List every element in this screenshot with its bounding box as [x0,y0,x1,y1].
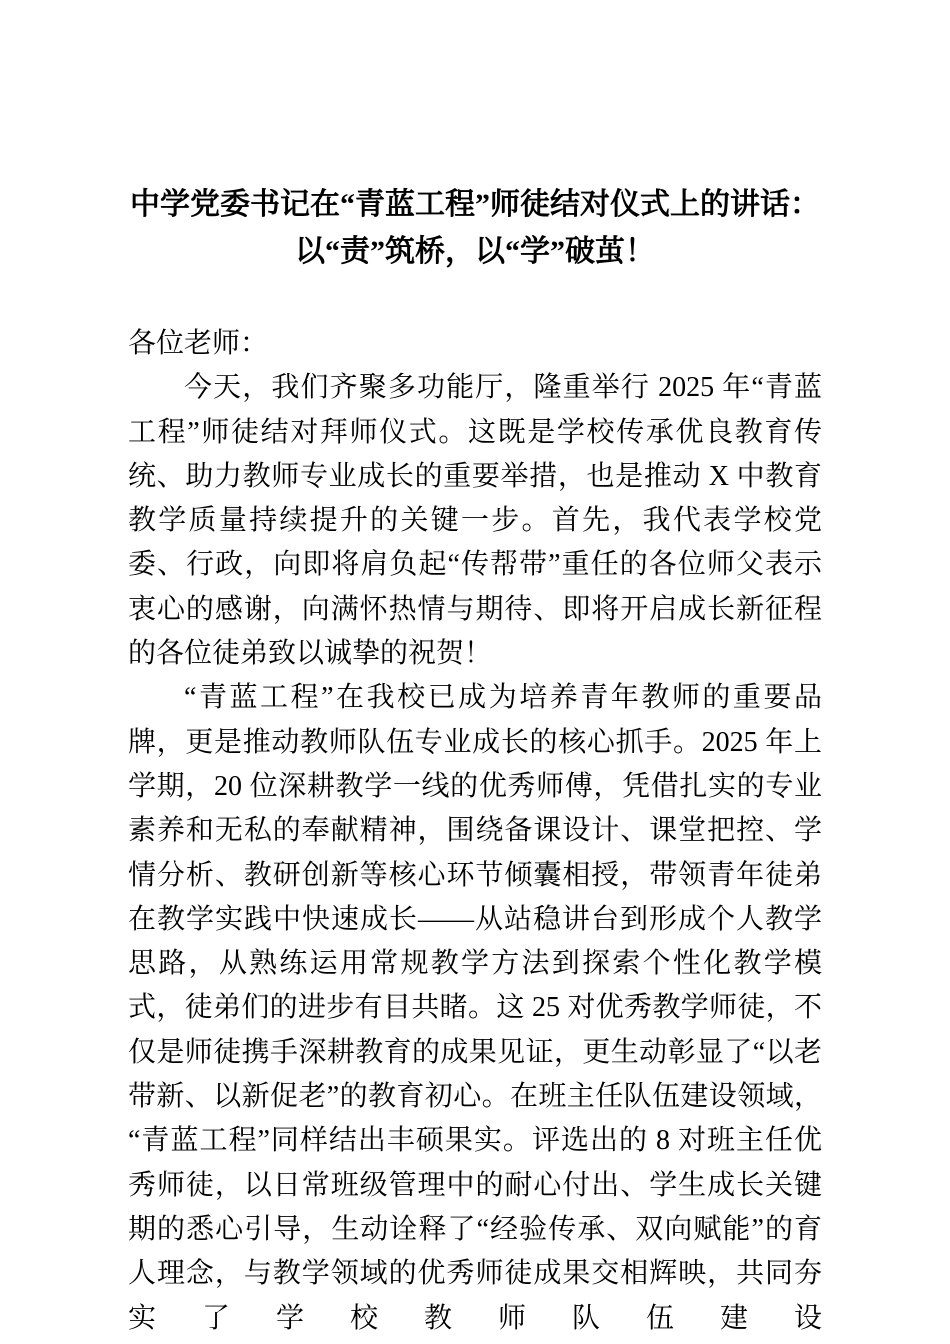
document-body [128,322,822,1341]
paragraph-opening: 今天，我们齐聚多功能厅，隆重举行 2025 年“青蓝工程”师徒结对拜师仪式。这既是学校传承优良教育传统、助力教师专业成长的重要举措，也是推动 X 中教育教学质量持续提升的关键一步。首先，我代表学校党委、行政，向即将肩负起“传帮带”重任的各位师父表示衷心的感谢，向满怀热情与期待、即将开启成长新征程的各位徒弟致以诚挚的祝贺！ [128,372,822,670]
title-line-2: 以“责”筑桥，以“学”破茧！ [295,235,655,268]
salutation: 各位老师： [128,328,269,359]
title-line-1: 中学党委书记在“青蓝工程”师徒结对仪式上的讲话： [130,188,820,221]
document-title [128,181,822,275]
paragraph-achievements: “青蓝工程”在我校已成为培养青年教师的重要品牌，更是推动教师队伍专业成长的核心抓手。2025 年上学期，20 位深耕教学一线的优秀师傅，凭借扎实的专业素养和无私的奉献精神，围绕备课设计、课堂把控、学情分析、教研创新等核心环节倾囊相授，带领青年徒弟在教学实践中快速成长——从站稳讲台到形成个人教学思路，从熟练运用常规教学方法到探索个性化教学模式，徒弟们的进步有目共睹。这 25 对优秀教学师徒，不仅是师徒携手深耕教育的成果见证，更生动彰显了“以老带新、以新促老”的教育初心。在班主任队伍建设领域，“青蓝工程”同样结出丰硕果实。评选出的 8 对班主任优秀师徒，以日常班级管理中的耐心付出、学生成长关键期的悉心引导，生动诠释了“经验传承、双向赋能”的育人理念，与教学领域的优秀师徒成果交相辉映，共同夯实了学校教师队伍建设 [128,682,822,1334]
